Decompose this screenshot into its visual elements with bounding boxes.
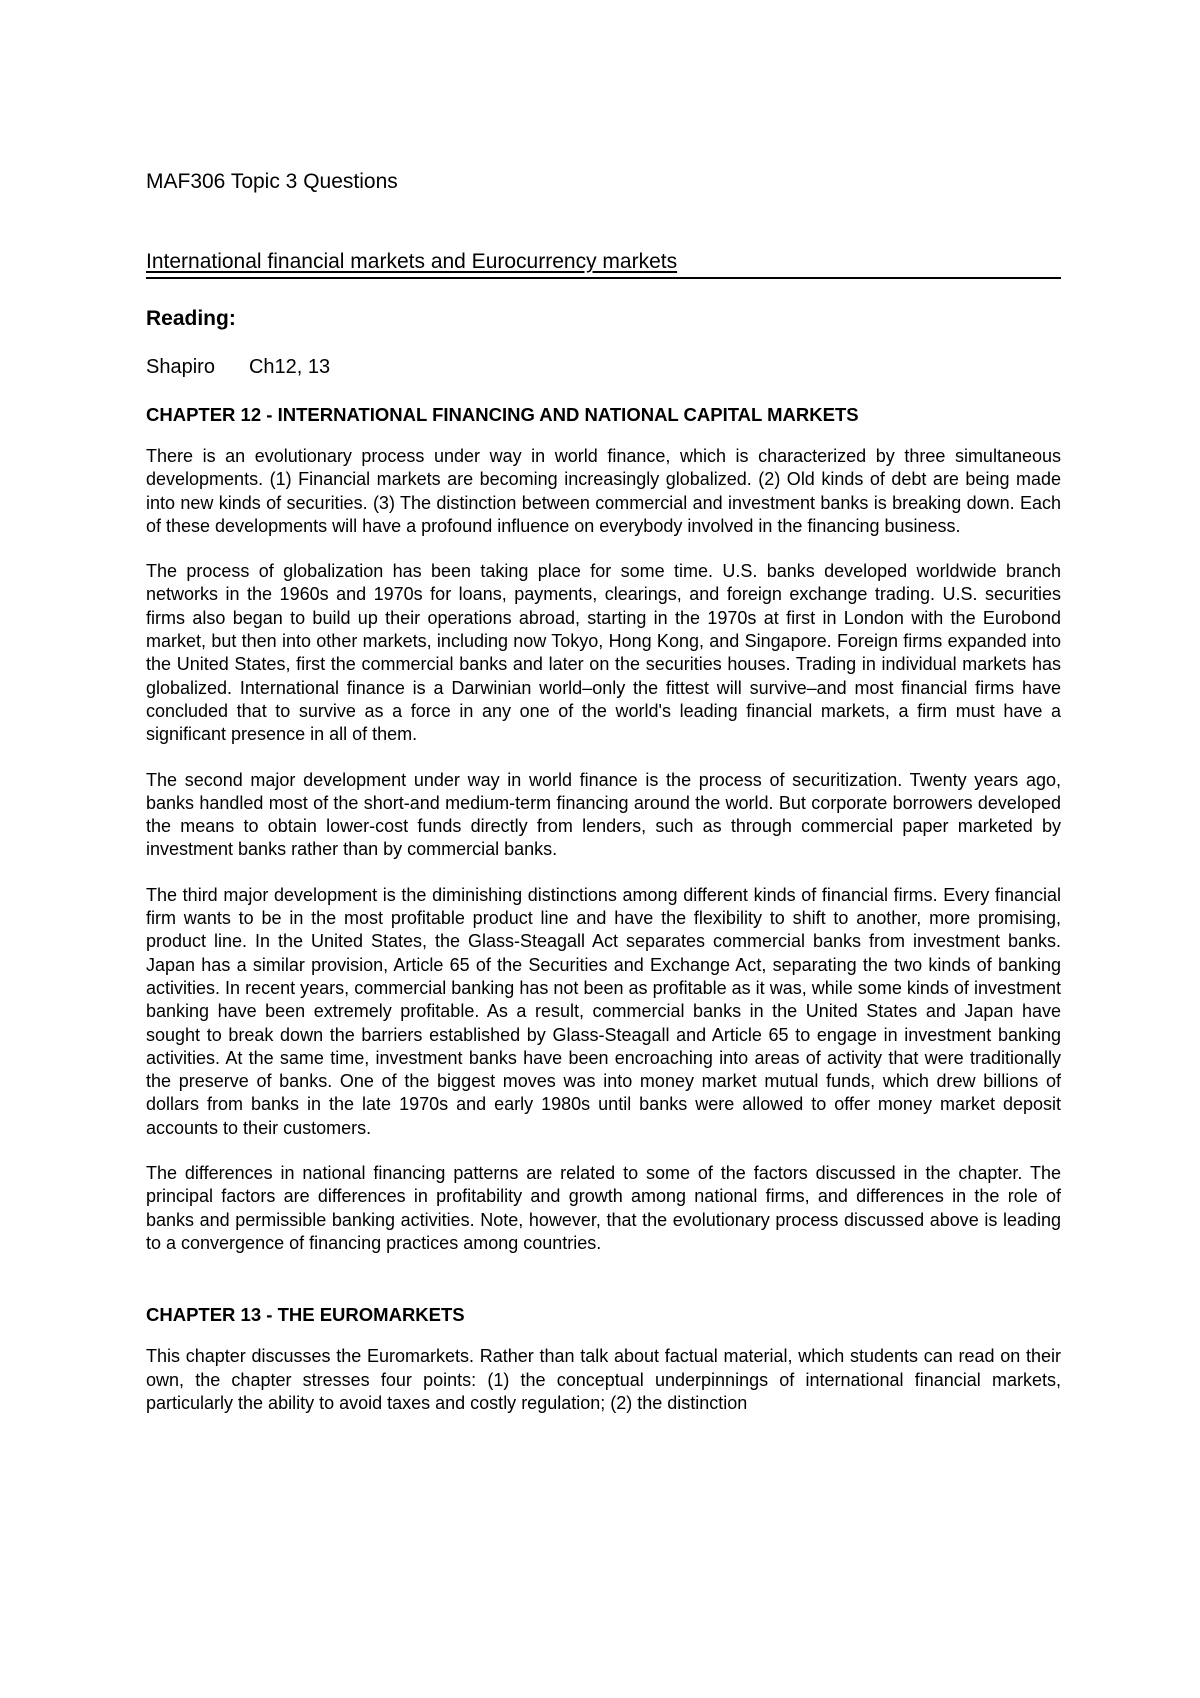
chapter-12-paragraph: The second major development under way in world finance is the process of securitization. Twenty years ago, banks handled most of the short-and medium-term financing around the world. But corporate borrowers developed the means to obtain lower-cost funds directly from lenders, such as through commercial paper marketed by investment banks rather than by commercial banks. <box>146 769 1061 860</box>
chapter-12-heading: CHAPTER 12 - INTERNATIONAL FINANCING AND NATIONAL CAPITAL MARKETS <box>146 404 859 425</box>
chapter-12-paragraph: The third major development is the diminishing distinctions among different kinds of financial firms. Every financial firm wants to be in the most profitable product line and have the flexibility to shift to another, more promising, product line. In the United States, the Glass-Steagall Act separates commercial banks from investment banks. Japan has a similar provision, Article 65 of the Securities and Exchange Act, separating the two kinds of banking activities. In recent years, commercial banking has not been as profitable as it was, while some kinds of investment banking have been extremely profitable. As a result, commercial banks in the United States and Japan have sought to break down the barriers established by Glass-Steagall and Article 65 to engage in investment banking activities. At the same time, investment banks have been encroaching into areas of activity that were traditionally the preserve of banks. One of the biggest moves was into money market mutual funds, which drew billions of dollars from banks in the late 1970s and early 1980s until banks were allowed to offer money market deposit accounts to their customers. <box>146 884 1061 1138</box>
reading-label: Reading: <box>146 307 236 330</box>
document-title: MAF306 Topic 3 Questions <box>146 170 398 193</box>
chapter-13-paragraph: This chapter discusses the Euromarkets. Rather than talk about factual material, which students can read on their own, the chapter stresses four points: (1) the conceptual underpinnings of international financial markets, particularly the ability to avoid taxes and costly regulation; (2) the distinction <box>146 1346 1061 1413</box>
reading-author: Shapiro <box>146 356 215 378</box>
chapter-12-paragraph: The process of globalization has been taking place for some time. U.S. banks developed worldwide branch networks in the 1960s and 1970s for loans, payments, clearings, and foreign exchange trading. U.S. securities firms also began to build up their operations abroad, starting in the 1970s at first in London with the Eurobond market, but then into other markets, including now Tokyo, Hong Kong, and Singapore. Foreign firms expanded into the United States, first the commercial banks and later on the securities houses. Trading in individual markets has globalized. International finance is a Darwinian world–only the fittest will survive–and most financial firms have concluded that to survive as a force in any one of the world's leading financial markets, a firm must have a significant presence in all of them. <box>146 561 1061 745</box>
section-heading: International financial markets and Eurocurrency markets <box>146 248 1061 279</box>
document-page <box>146 168 1061 1415</box>
reading-reference <box>146 353 1061 381</box>
chapter-13-heading: CHAPTER 13 - THE EUROMARKETS <box>146 1304 465 1326</box>
chapter-12-paragraph: The differences in national financing patterns are related to some of the factors discussed in the chapter. The principal factors are differences in profitability and growth among national firms, and differences in the role of banks and permissible banking activities. Note, however, that the evolutionary process discussed above is leading to a convergence of financing practices among countries. <box>146 1163 1061 1253</box>
reading-chapters: Ch12, 13 <box>248 356 331 378</box>
chapter-12-paragraph: There is an evolutionary process under way in world finance, which is characterized by three simultaneous developments. (1) Financial markets are becoming increasingly globalized. (2) Old kinds of debt are being made into new kinds of securities. (3) The distinction between commercial and investment banks is breaking down. Each of these developments will have a profound influence on everybody involved in the financing business. <box>146 446 1061 536</box>
